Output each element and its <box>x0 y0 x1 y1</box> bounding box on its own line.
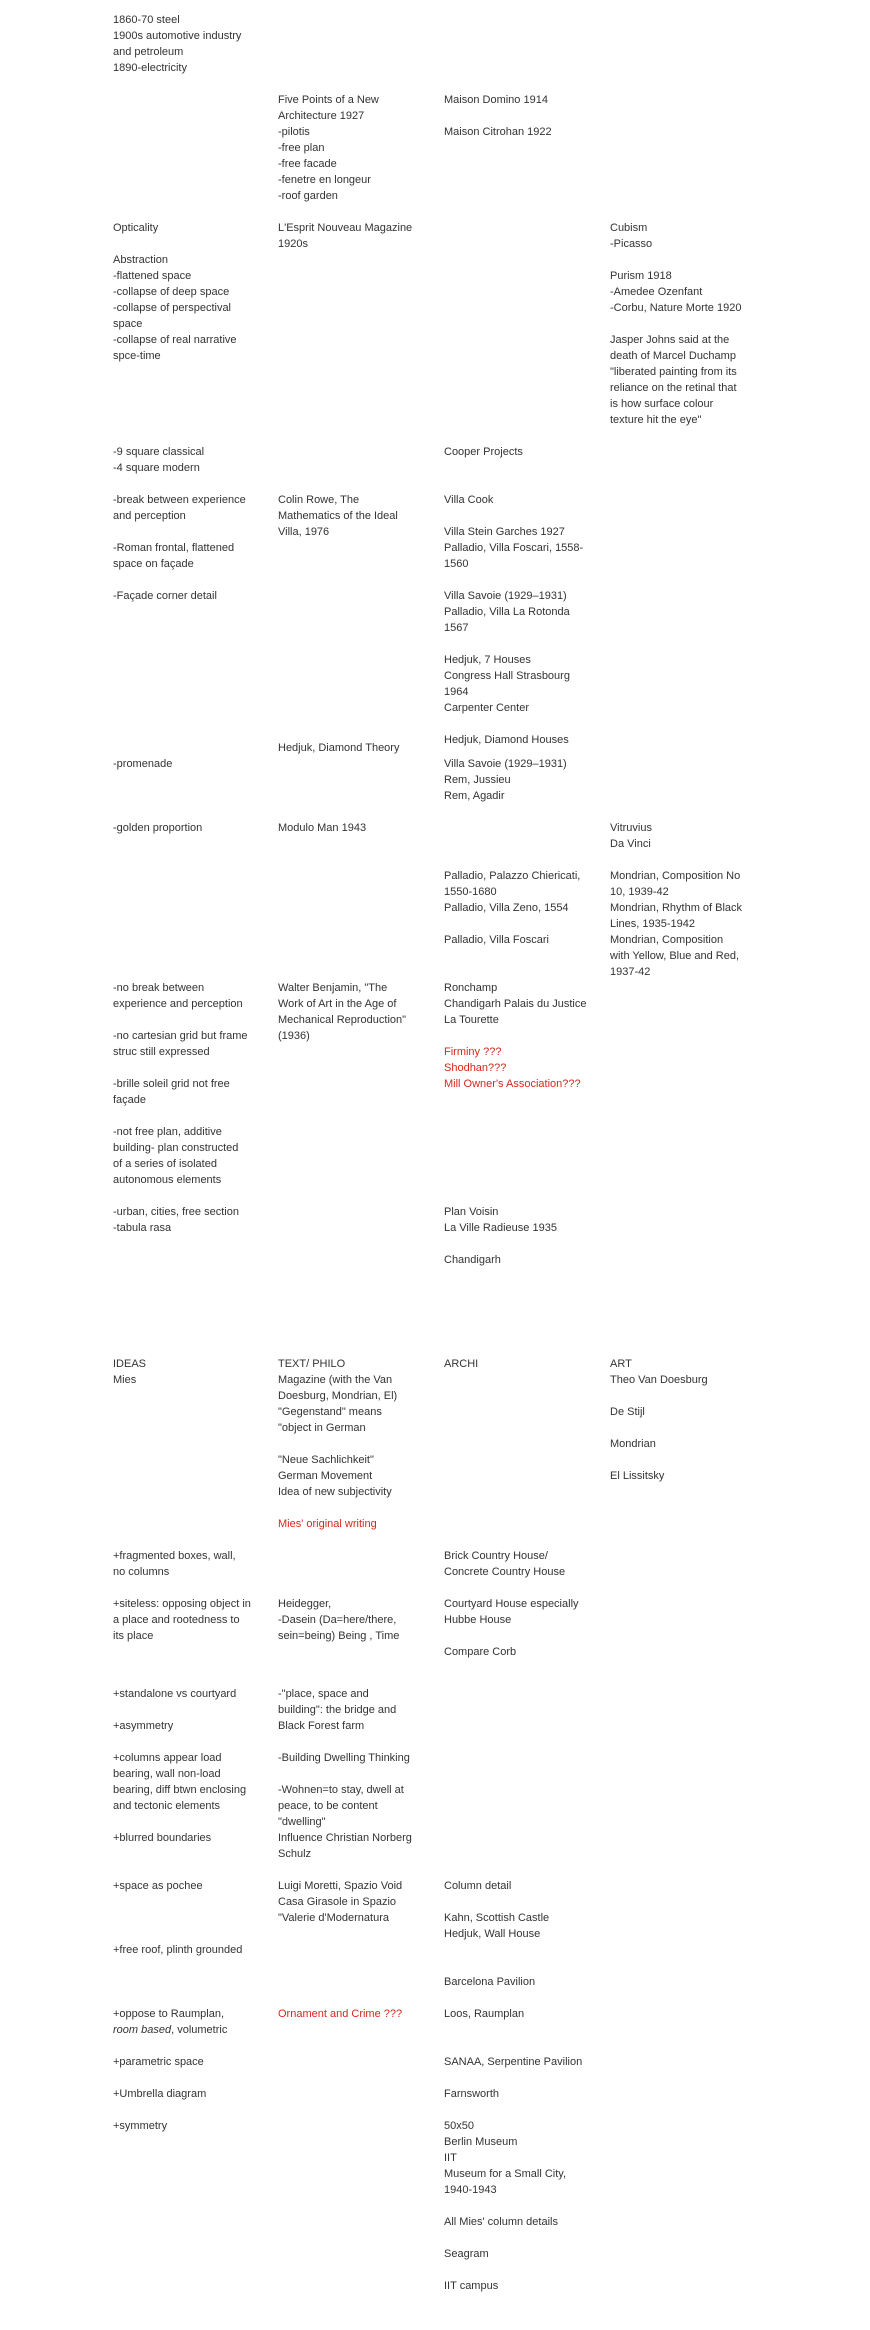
heidegger-note: Heidegger, -Dasein (Da=here/there, sein=being) Being , Time <box>278 1598 400 1642</box>
no-break-note: -no break between experience and perception -no cartesian grid but frame struc still expressed -brille soleil grid not free façade -not free plan, additive building- plan constructed of a series of isolated autonomous elements -urban, cities, free section -tabula rasa <box>113 982 248 1234</box>
text-block-b: -"place, space and building": the bridge and Black Forest farm -Building Dwelling Thinking -Wohnen=to stay, dwell at peace, to be content "dwelling" Influence Christian Norberg Schulz Luigi Moretti, Spazio Void Casa Girasole in Spazio "Valerie d'Modernatura <box>278 1688 412 1924</box>
modulo-note: Modulo Man 1943 <box>278 822 367 834</box>
ideas-block-d: +parametric space +Umbrella diagram +symmetry <box>113 2056 207 2132</box>
promenade-note: -promenade <box>113 758 173 770</box>
ornament-crime-note: Ornament and Crime ??? <box>278 2008 403 2020</box>
archi-block-b: Column detail Kahn, Scottish Castle Hedjuk, Wall House Barcelona Pavilion <box>444 1880 550 1988</box>
benjamin-note: Walter Benjamin, "The Work of Art in the Age of Mechanical Reproduction" (1936) <box>278 982 407 1042</box>
ideas-block-a: +fragmented boxes, wall, no columns +siteless: opposing object in a place and rootedness to its place <box>113 1550 251 1642</box>
ideas-header: IDEAS Mies <box>113 1358 147 1386</box>
room-based-text: room based <box>113 2024 172 2036</box>
hedjuk-theory-note: Hedjuk, Diamond Theory <box>278 742 400 754</box>
art-header: ART Theo Van Doesburg De Stijl Mondrian El Lissitsky <box>610 1358 708 1482</box>
vitruvius-note: Vitruvius Da Vinci <box>610 822 652 850</box>
archi-block-a: Brick Country House/ Concrete Country House Courtyard House especially Hubbe House Compare Corb <box>444 1550 579 1658</box>
cooper-note: Cooper Projects <box>444 446 523 458</box>
industry-note: 1860-70 steel 1900s automotive industry and petroleum 1890-electricity <box>113 14 242 74</box>
esprit-note: L'Esprit Nouveau Magazine 1920s <box>278 222 413 250</box>
mies-writing-note: Mies' original writing <box>278 1518 377 1530</box>
cubism-note: Cubism -Picasso Purism 1918 -Amedee Ozenfant -Corbu, Nature Morte 1920 Jasper Johns said at the death of Marcel Duchamp "liberated painting from its reliance on the retinal that is how surface colour texture hit the eye" <box>610 222 742 426</box>
villas-note: Villa Cook Villa Stein Garches 1927 Palladio, Villa Foscari, 1558- 1560 Villa Savoie (1929–1931) Palladio, Villa La Rotonda 1567 Hedjuk, 7 Houses Congress Hall Strasbourg 1964 Carpenter Center Hedjuk, Diamond Houses <box>444 494 584 746</box>
mondrian-list-note: Mondrian, Composition No 10, 1939-42 Mondrian, Rhythm of Black Lines, 1935-1942 Mondrian, Composition with Yellow, Blue and Red, 1937-42 <box>610 870 743 978</box>
raumplan-note <box>113 2006 263 2038</box>
villa-savoie-rem-note: Villa Savoie (1929–1931) Rem, Jussieu Rem, Agadir <box>444 758 567 802</box>
plan-voisin-note: Plan Voisin La Ville Radieuse 1935 Chandigarh <box>444 1206 557 1266</box>
archi-block-c: Loos, Raumplan SANAA, Serpentine Pavilion Farnsworth 50x50 Berlin Museum IIT Museum for a Small City, 1940-1943 All Mies' column details Seagram IIT campus <box>444 2008 583 2292</box>
text-philo-header: TEXT/ PHILO Magazine (with the Van Doesburg, Mondrian, El) "Gegenstand" means "object in German "Neue Sachlichkeit" German Movement Idea of new subjectivity <box>278 1358 398 1498</box>
volumetric-text: , volumetric <box>171 2024 228 2036</box>
opticality-note: Opticality Abstraction -flattened space -collapse of deep space -collapse of perspectival space -collapse of real narrative spce-time <box>113 222 237 362</box>
squares-note: -9 square classical -4 square modern <box>113 446 205 474</box>
palladio-note: Palladio, Palazzo Chiericati, 1550-1680 Palladio, Villa Zeno, 1554 Palladio, Villa Foscari <box>444 870 581 946</box>
golden-note: -golden proportion <box>113 822 203 834</box>
maison-note: Maison Domino 1914 Maison Citrohan 1922 <box>444 94 552 138</box>
raumplan-text: +oppose to Raumplan, <box>113 2008 224 2020</box>
archi-header: ARCHI <box>444 1358 479 1370</box>
firminy-note: Firminy ??? Shodhan??? Mill Owner's Association??? <box>444 1046 581 1090</box>
five-points-note: Five Points of a New Architecture 1927 -pilotis -free plan -free facade -fenetre en longeur -roof garden <box>278 94 379 202</box>
ideas-block-b: +standalone vs courtyard +asymmetry +columns appear load bearing, wall non-load bearing, diff btwn enclosing and tectonic elements +blurred boundaries +space as pochee +free roof, plinth grounded <box>113 1688 247 1956</box>
break-list-note: -break between experience and perception -Roman frontal, flattened space on façade -Façade corner detail <box>113 494 246 602</box>
rowe-note: Colin Rowe, The Mathematics of the Ideal Villa, 1976 <box>278 494 398 538</box>
ronchamp-note: Ronchamp Chandigarh Palais du Justice La Tourette <box>444 982 587 1026</box>
